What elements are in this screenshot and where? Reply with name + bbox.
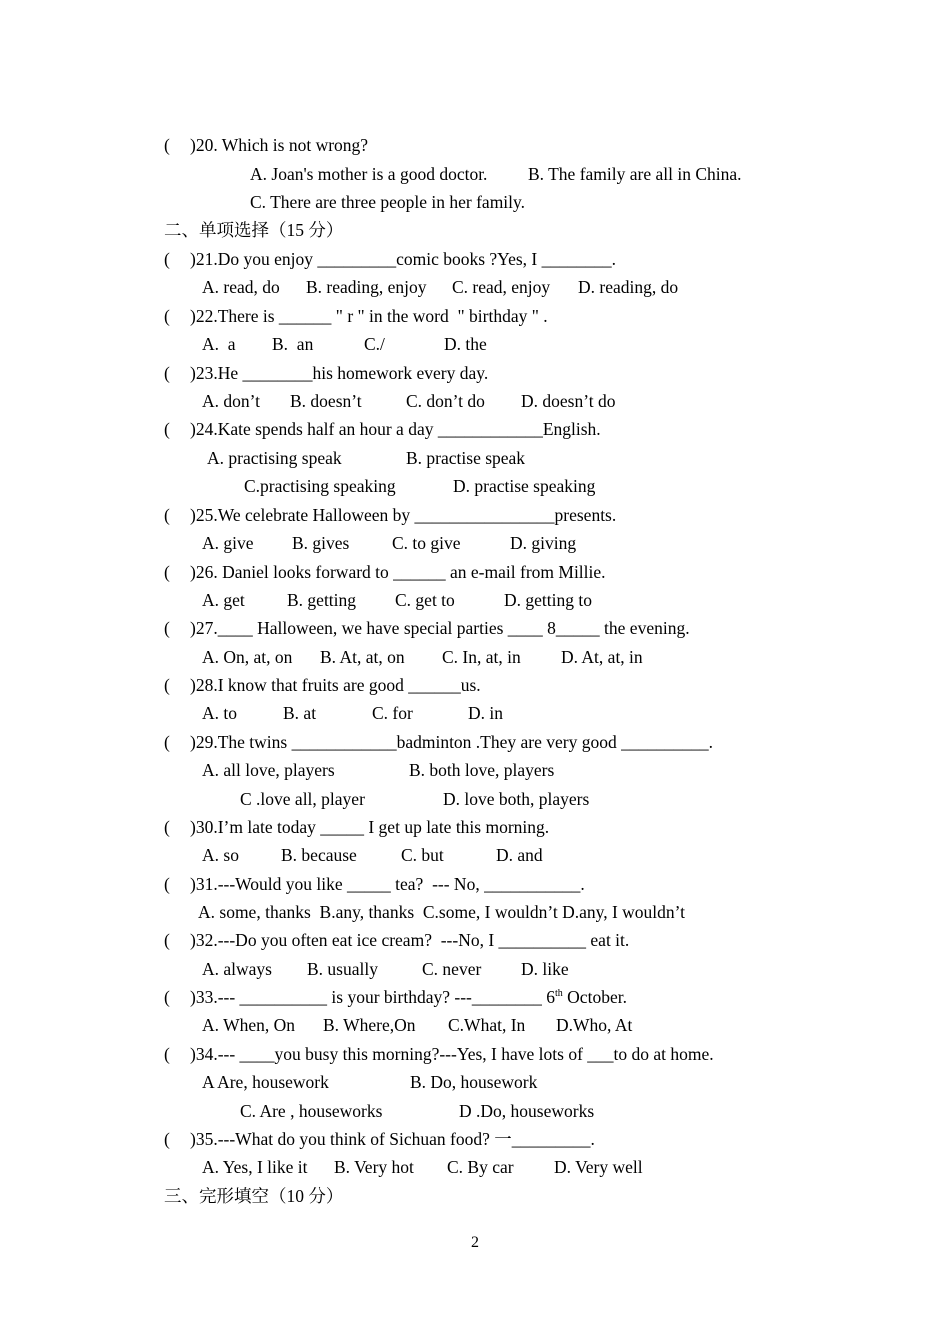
answer-bracket: ( [164, 675, 170, 695]
q22-option-c: C./ [364, 334, 385, 354]
question-31: )31.---Would you like _____ tea? --- No, ___________. [190, 874, 585, 894]
q24-option-d: D. practise speaking [453, 476, 596, 496]
answer-bracket: ( [164, 930, 170, 950]
q35-option-b: B. Very hot [334, 1157, 414, 1177]
question-32: )32.---Do you often eat ice cream? ---No, I __________ eat it. [190, 930, 630, 950]
question-20: )20. Which is not wrong? [190, 135, 369, 155]
question-33 [190, 986, 627, 1008]
answer-bracket: ( [164, 618, 170, 638]
q23-option-b: B. doesn’t [290, 391, 362, 411]
q30-option-d: D. and [496, 845, 543, 865]
q33-text-after: October. [562, 987, 627, 1007]
answer-bracket: ( [164, 1044, 170, 1064]
q32-option-d: D. like [521, 959, 569, 979]
question-21: )21.Do you enjoy _________comic books ?Yes, I ________. [190, 249, 616, 269]
q33-text-before: )33.--- __________ is your birthday? ---________ 6 [190, 987, 556, 1007]
q29-option-b: B. both love, players [409, 760, 555, 780]
question-27: )27.____ Halloween, we have special parties ____ 8_____ the evening. [190, 618, 690, 638]
q34-option-a: A Are, housework [202, 1072, 329, 1092]
q30-option-b: B. because [281, 845, 357, 865]
answer-bracket: ( [164, 562, 170, 582]
q22-option-d: D. the [444, 334, 487, 354]
q32-option-a: A. always [202, 959, 272, 979]
question-22: )22.There is ______ " r " in the word " birthday " . [190, 306, 548, 326]
q24-option-a: A. practising speak [207, 448, 342, 468]
q21-option-c: C. read, enjoy [452, 277, 551, 297]
q23-option-a: A. don’t [202, 391, 261, 411]
q23-option-c: C. don’t do [406, 391, 485, 411]
q21-option-b: B. reading, enjoy [306, 277, 427, 297]
q21-option-a: A. read, do [202, 277, 280, 297]
question-25: )25.We celebrate Halloween by ________________presents. [190, 505, 617, 525]
q20-option-a: A. Joan's mother is a good doctor. [250, 164, 488, 184]
answer-bracket: ( [164, 249, 170, 269]
q26-option-b: B. getting [287, 590, 357, 610]
q32-option-b: B. usually [307, 959, 378, 979]
q27-option-d: D. At, at, in [561, 647, 643, 667]
answer-bracket: ( [164, 987, 170, 1007]
q33-option-c: C.What, In [448, 1015, 526, 1035]
q32-option-c: C. never [422, 959, 482, 979]
q28-option-b: B. at [283, 703, 317, 723]
answer-bracket: ( [164, 874, 170, 894]
question-24: )24.Kate spends half an hour a day ____________English. [190, 419, 601, 439]
q31-options: A. some, thanks B.any, thanks C.some, I wouldn’t D.any, I wouldn’t [198, 902, 686, 922]
q33-option-a: A. When, On [202, 1015, 295, 1035]
q35-option-d: D. Very well [554, 1157, 643, 1177]
q28-option-c: C. for [372, 703, 413, 723]
q24-option-b: B. practise speak [406, 448, 526, 468]
answer-bracket: ( [164, 732, 170, 752]
q33-option-d: D.Who, At [556, 1015, 633, 1035]
q33-option-b: B. Where,On [323, 1015, 416, 1035]
q30-option-a: A. so [202, 845, 239, 865]
q25-option-a: A. give [202, 533, 254, 553]
q25-option-c: C. to give [392, 533, 461, 553]
q24-option-c: C.practising speaking [244, 476, 396, 496]
question-34: )34.--- ____you busy this morning?---Yes, I have lots of ___to do at home. [190, 1044, 714, 1064]
q25-option-b: B. gives [292, 533, 350, 553]
answer-bracket: ( [164, 135, 170, 155]
q34-option-c: C. Are , houseworks [240, 1101, 383, 1121]
answer-bracket: ( [164, 1129, 170, 1149]
q28-option-d: D. in [468, 703, 503, 723]
question-29: )29.The twins ____________badminton .They are very good __________. [190, 732, 713, 752]
q28-option-a: A. to [202, 703, 237, 723]
q27-option-b: B. At, at, on [320, 647, 405, 667]
q27-option-c: C. In, at, in [442, 647, 521, 667]
q34-option-b: B. Do, housework [410, 1072, 538, 1092]
question-28: )28.I know that fruits are good ______us. [190, 675, 481, 695]
question-26: )26. Daniel looks forward to ______ an e-mail from Millie. [190, 562, 606, 582]
q20-option-b: B. The family are all in China. [528, 164, 742, 184]
page-number: 2 [471, 1234, 479, 1251]
question-30: )30.I’m late today _____ I get up late this morning. [190, 817, 550, 837]
q25-option-d: D. giving [510, 533, 577, 553]
answer-bracket: ( [164, 505, 170, 525]
q29-option-d: D. love both, players [443, 789, 590, 809]
question-35: )35.---What do you think of Sichuan food? 一_________. [190, 1129, 595, 1149]
section-2-title: 二、单项选择（15 分） [164, 220, 344, 240]
answer-bracket: ( [164, 363, 170, 383]
q23-option-d: D. doesn’t do [521, 391, 616, 411]
q20-option-c: C. There are three people in her family. [250, 192, 526, 212]
q22-option-a: A. a [202, 334, 236, 354]
q26-option-d: D. getting to [504, 590, 592, 610]
q27-option-a: A. On, at, on [202, 647, 293, 667]
q30-option-c: C. but [401, 845, 444, 865]
q29-option-a: A. all love, players [202, 760, 335, 780]
answer-bracket: ( [164, 817, 170, 837]
question-23: )23.He ________his homework every day. [190, 363, 489, 383]
answer-bracket: ( [164, 419, 170, 439]
q35-option-c: C. By car [447, 1157, 514, 1177]
q26-option-a: A. get [202, 590, 245, 610]
section-3-title: 三、完形填空（10 分） [164, 1186, 344, 1206]
q21-option-d: D. reading, do [578, 277, 679, 297]
q34-option-d: D .Do, houseworks [459, 1101, 595, 1121]
q22-option-b: B. an [272, 334, 314, 354]
answer-bracket: ( [164, 306, 170, 326]
q29-option-c: C .love all, player [240, 789, 365, 809]
q35-option-a: A. Yes, I like it [202, 1157, 308, 1177]
ordinal-suffix: th [555, 988, 563, 1000]
q26-option-c: C. get to [395, 590, 455, 610]
